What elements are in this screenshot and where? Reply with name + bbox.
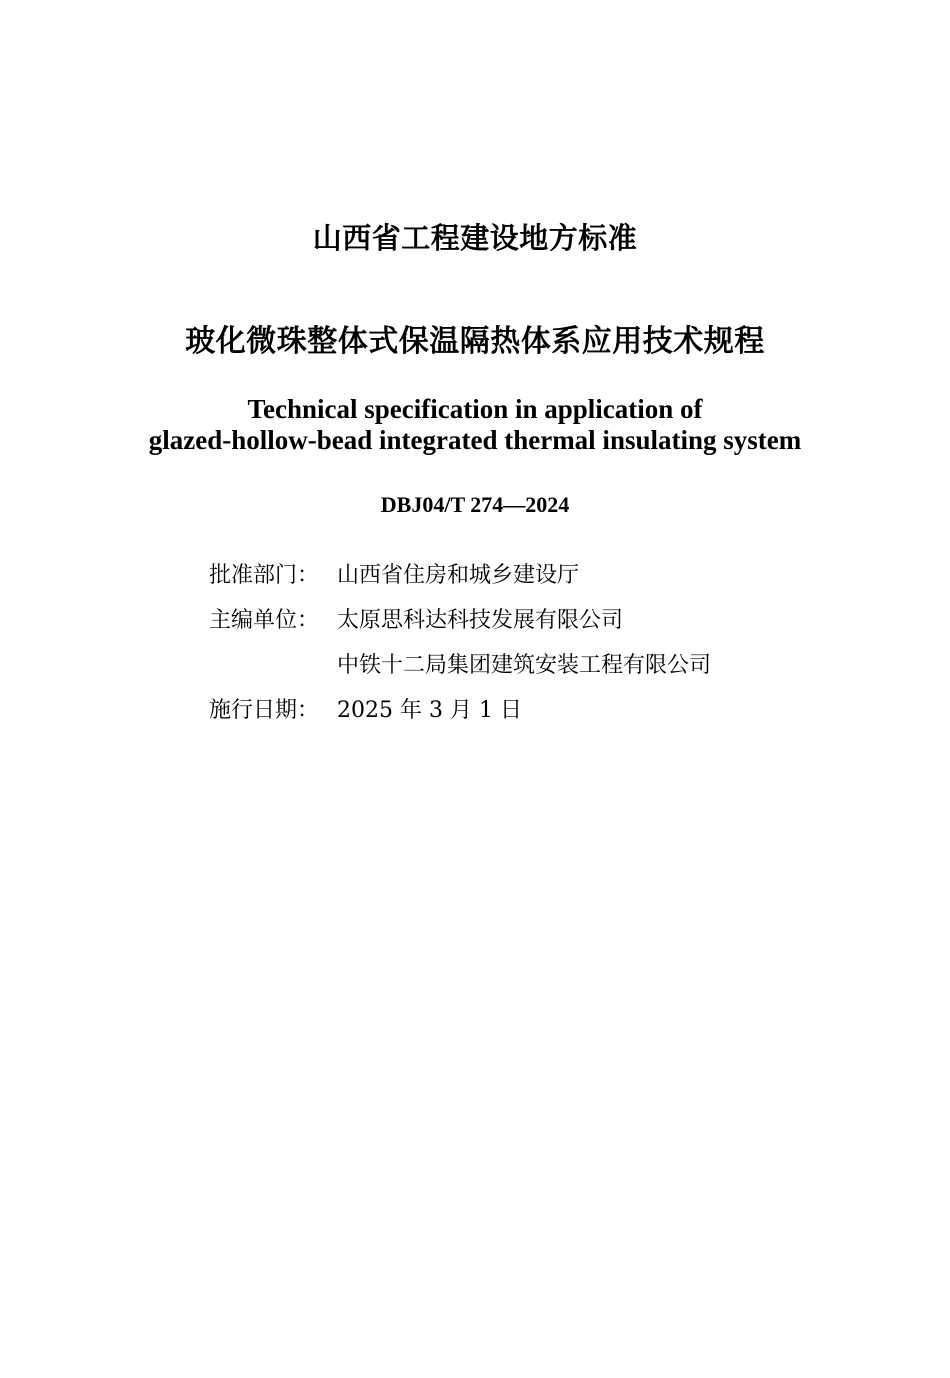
english-title (0, 394, 950, 456)
metadata-block (209, 553, 711, 733)
approval-row (209, 553, 711, 598)
editor-label: 主编单位： (209, 607, 320, 633)
editor-value-1: 太原思科达科技发展有限公司 (337, 607, 624, 633)
effective-date-label: 施行日期： (209, 697, 320, 723)
english-title-line-2: glazed-hollow-bead integrated thermal insulating system (148, 425, 802, 455)
effective-date-row (209, 688, 711, 733)
editor-row (209, 598, 711, 643)
effective-date-value: 2025 年 3 月 1 日 (337, 697, 522, 723)
approval-value: 山西省住房和城乡建设厅 (337, 562, 580, 588)
approval-label: 批准部门： (209, 562, 320, 588)
standard-code: DBJ04/T 274—2024 (380, 492, 570, 517)
standard-type-heading: 山西省工程建设地方标准 (312, 221, 638, 255)
english-title-line-1: Technical specification in application of (247, 394, 703, 424)
editor-value-2: 中铁十二局集团建筑安装工程有限公司 (337, 652, 712, 678)
chinese-title: 玻化微珠整体式保温隔热体系应用技术规程 (185, 324, 765, 359)
editor-row-2 (209, 643, 711, 688)
